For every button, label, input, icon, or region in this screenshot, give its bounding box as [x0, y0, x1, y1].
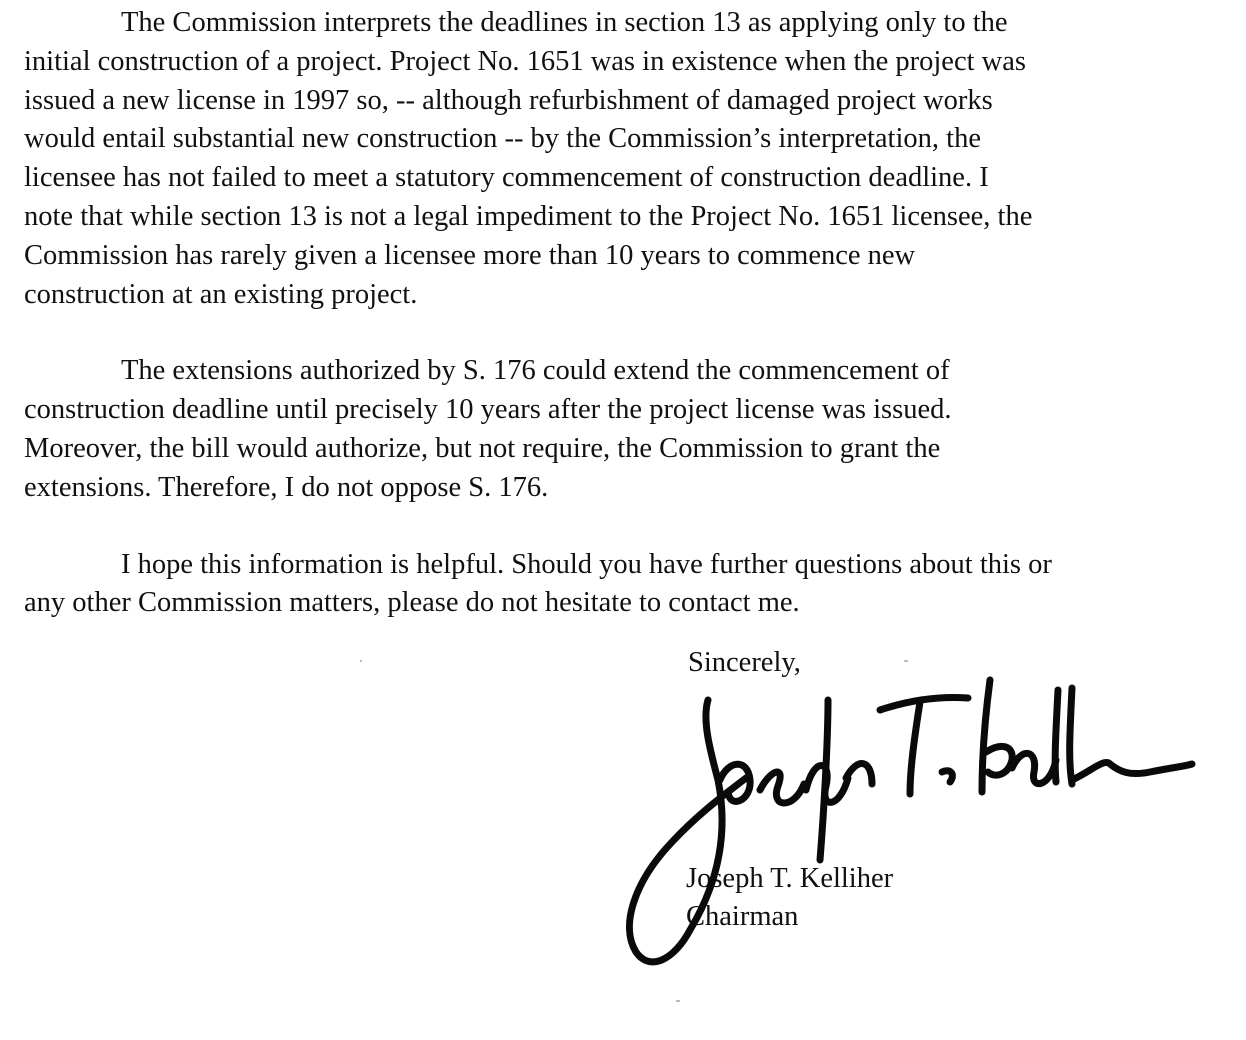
paragraph-section-13: The Commission interprets the deadlines in section 13 as applying only to the initial construction of a project. Project No. 1651 was in existence when the project was issued a new license in 1997 so, -- although refurbishment of damaged project works would entail substantial new construction -- by the Commission’s interpretation, the licensee has not failed to meet a statutory commencement of construction deadline. I note that while section 13 is not a legal impediment to the Project No. 1651 licensee, the Commission has rarely given a licensee more than 10 years to commence new construction at an existing project.: [24, 7, 1033, 310]
paragraph-closing-remarks: I hope this information is helpful. Should you have further questions about this or any other Commission matters, please do not hesitate to contact me.: [24, 548, 1052, 619]
paragraph-extensions: The extensions authorized by S. 176 could extend the commencement of construction deadline until precisely 10 years after the project license was issued. Moreover, the bill would authorize, but not require, the Commission to grant the extensions. Therefore, I do not oppose S. 176.: [24, 355, 952, 503]
complimentary-close: Sincerely,: [688, 647, 801, 678]
signature-block: [686, 860, 893, 936]
scan-speck: [676, 1000, 680, 1002]
signer-title: Chairman: [686, 901, 799, 932]
scan-speck: [360, 660, 362, 662]
scan-speck: [904, 660, 908, 662]
handwritten-signature: [610, 660, 1210, 990]
letter-body: [24, 4, 1240, 623]
signer-name: Joseph T. Kelliher: [686, 863, 894, 894]
